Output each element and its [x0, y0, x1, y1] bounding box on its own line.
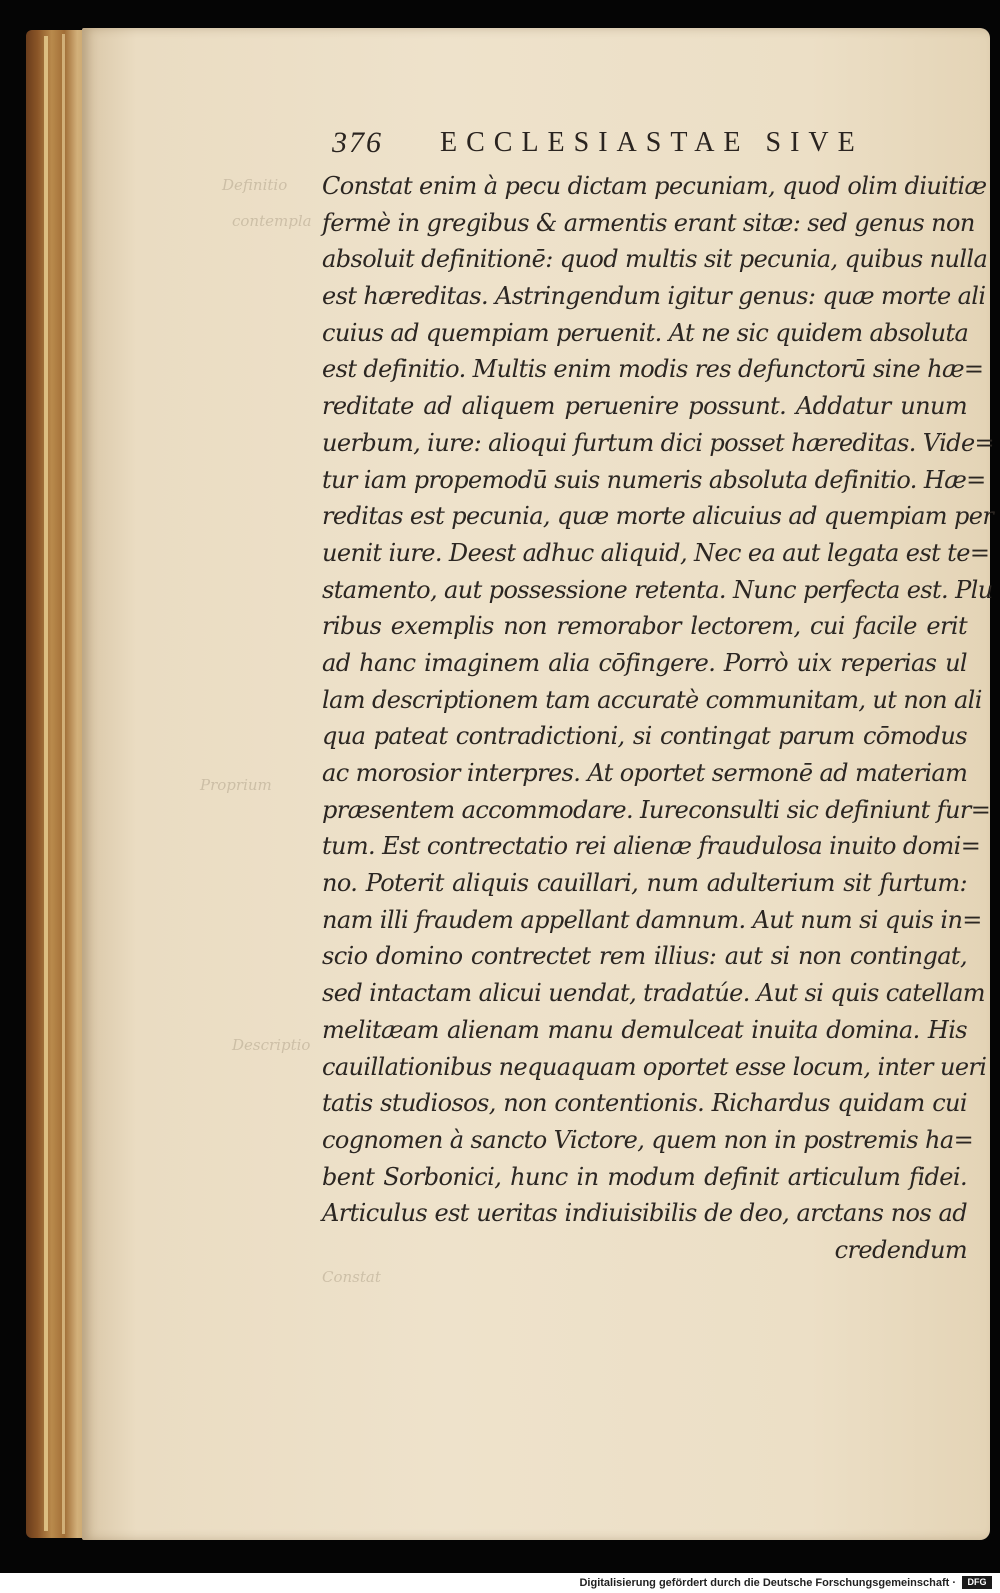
text-line: tur iam propemodū suis numeris absoluta definitio. Hæ= — [322, 465, 986, 494]
text-line: cauillationibus nequaquam oportet esse locum, inter ueri — [322, 1052, 987, 1081]
text-line: lam descriptionem tam accuratè communitam, ut non ali — [322, 685, 982, 714]
footer-bar — [0, 1573, 1000, 1593]
text-line: sed intactam alicui uendat, tradatúe. Aut si quis catellam — [322, 979, 985, 1008]
text-line: no. Poterit aliquis cauillari, num adulterium sit furtum: — [322, 869, 967, 898]
text-line: qua pateat contradictioni, si contingat parum cōmodus — [322, 722, 967, 751]
text-line: tatis studiosos, non contentionis. Richardus quidam cui — [322, 1089, 967, 1118]
margin-bleed-note: Constat — [322, 1268, 381, 1286]
body-text — [322, 168, 995, 1269]
footer-credit: Digitalisierung gefördert durch die Deutsche Forschungsgemeinschaft · — [579, 1577, 956, 1589]
margin-bleed-note: contempla — [232, 212, 312, 230]
text-line: Articulus est ueritas indiuisibilis de deo, arctans nos ad — [322, 1199, 967, 1228]
text-line: Constat enim à pecu dictam pecuniam, quod olim diuitiæ — [322, 172, 987, 200]
text-line: scio domino contrectet rem illius: aut si non contingat, — [322, 942, 967, 971]
book-page-edges — [26, 30, 90, 1538]
dfg-logo: DFG — [962, 1576, 992, 1589]
text-line: bent Sorbonici, hunc in modum definit articulum fidei. — [322, 1162, 967, 1191]
text-line: cuius ad quempiam peruenit. At ne sic quidem absoluta — [322, 318, 969, 347]
text-line: fermè in gregibus & armentis erant sitæ: sed genus non — [322, 208, 975, 237]
text-line: tum. Est contrectatio rei alienæ fraudulosa inuito domi= — [322, 832, 981, 861]
text-line: ac morosior interpres. At oportet sermonē ad materiam — [322, 759, 968, 787]
text-line: melitæam alienam manu demulceat inuita domina. His — [322, 1015, 967, 1044]
text-line: ribus exemplis non remorabor lectorem, cui facile erit — [322, 612, 967, 641]
catchword: credendum — [834, 1235, 967, 1264]
text-line: nam illi fraudem appellant damnum. Aut num si quis in= — [322, 905, 982, 934]
running-title: ECCLESIASTAE SIVE — [440, 127, 864, 158]
margin-bleed-note: Definitio — [222, 176, 288, 194]
text-line: ad hanc imaginem alia cōfingere. Porrò uix reperias ul — [322, 648, 967, 677]
text-line: est hæreditas. Astringendum igitur genus: quæ morte ali — [322, 282, 986, 311]
text-line: reditas est pecunia, quæ morte alicuius ad quempiam per — [322, 502, 994, 531]
text-line: uerbum, iure: alioqui furtum dici posset hæreditas. Vide= — [322, 428, 995, 457]
text-line: absoluit definitionē: quod multis sit pecunia, quibus nulla — [322, 245, 988, 274]
text-line: præsentem accommodare. Iureconsulti sic definiunt fur= — [322, 795, 991, 824]
text-line: est definitio. Multis enim modis res defunctorū sine hæ= — [322, 355, 984, 384]
text-line: uenit iure. Deest adhuc aliquid, Nec ea aut legata est te= — [322, 538, 990, 567]
text-line: cognomen à sancto Victore, quem non in postremis ha= — [322, 1125, 974, 1154]
page-header — [332, 126, 922, 166]
text-line: reditate ad aliquem peruenire possunt. Addatur unum — [322, 392, 967, 421]
margin-bleed-note: Descriptio — [232, 1036, 311, 1054]
page-number: 376 — [332, 126, 383, 159]
text-line: stamento, aut possessione retenta. Nunc perfecta est. Plu — [322, 575, 993, 604]
margin-bleed-note: Proprium — [200, 776, 272, 794]
